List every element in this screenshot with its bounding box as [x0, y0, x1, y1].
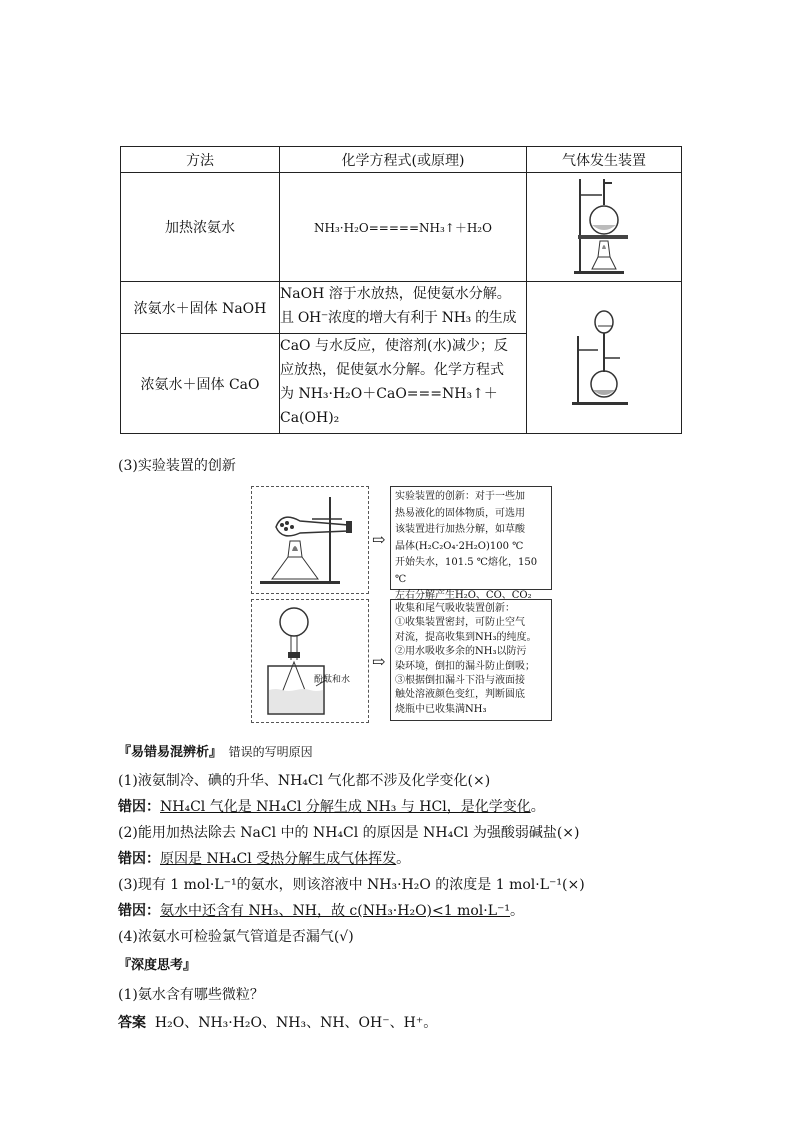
- phenolphthalein-label: 酚酞和水: [314, 675, 351, 685]
- error-q2: (2)能用加热法除去 NaCl 中的 NH₄Cl 的原因是 NH₄Cl 为强酸弱碱盐(×): [118, 825, 580, 841]
- section3-title: (3)实验装置的创新: [118, 458, 236, 474]
- note1-line: 热易液化的固体物质，可选用: [395, 507, 525, 519]
- innovation-note-box: [390, 486, 552, 601]
- ammonia-methods-table: [120, 146, 682, 434]
- error-a2-label: 错因：: [118, 851, 160, 867]
- apparatus-heating-image: [527, 173, 682, 282]
- arrow-right-icon: ⇨: [372, 530, 386, 549]
- note2-line: ③根据倒扣漏斗下沿与液面接: [395, 675, 525, 687]
- collection-note-box: [390, 599, 552, 721]
- error-q4: (4)浓氨水可检验氯气管道是否漏气(√): [118, 929, 354, 945]
- row3-description: [280, 334, 527, 434]
- row3-method: 浓氨水＋固体 CaO: [121, 334, 280, 434]
- row2-desc-line1: NaOH 溶于水放热，促使氨水分解。: [280, 286, 511, 302]
- header-method: 方法: [121, 147, 280, 173]
- note1-line: 该装置进行加热分解，如草酸: [395, 524, 525, 535]
- error-a3-end: 。: [510, 903, 525, 919]
- row2-method: 浓氨水＋固体 NaOH: [121, 282, 280, 334]
- innovation-apparatus-figure: [251, 486, 369, 594]
- deep-thinking-tag: 深度思考: [131, 958, 184, 973]
- row3-desc-line4: Ca(OH)₂: [280, 410, 340, 426]
- error-q3: (3)现有 1 mol·L⁻¹的氨水，则该溶液中 NH₃·H₂O 的浓度是 1 mol·L⁻¹(×): [118, 877, 585, 893]
- row3-desc-line1: CaO 与水反应，使溶剂(水)减少；反: [280, 338, 508, 354]
- error-a2-text: 原因是 NH₄Cl 受热分解生成气体挥发: [160, 851, 397, 867]
- note2-line: ①收集装置密封，可防止空气: [395, 617, 525, 629]
- note2-line: 对流，提高收集到NH₃的纯度。: [395, 631, 537, 643]
- gas-collection-figure: [251, 599, 369, 723]
- error-a3-text: 氨水中还含有 NH₃、NH，故 c(NH₃·H₂O)<1 mol·L⁻¹: [160, 903, 511, 919]
- note2-line: 触处溶液颜色变红，判断圆底: [395, 689, 525, 701]
- apparatus-dropping-image: [527, 282, 682, 434]
- row1-method: 加热浓氨水: [121, 173, 280, 282]
- error-analysis-note: 错误的写明原因: [228, 745, 313, 759]
- note2-line: 收集和尾气吸收装置创新：: [395, 603, 515, 614]
- deep-answer-label: 答案: [118, 1015, 146, 1031]
- error-a2-end: 。: [396, 851, 411, 867]
- arrow-right-icon: ⇨: [372, 652, 386, 671]
- row3-desc-line2: 应放热，促使氨水分解。化学方程式: [280, 362, 504, 378]
- deep-q1: (1)氨水含有哪些微粒？: [118, 987, 264, 1003]
- error-a2: [118, 848, 410, 868]
- deep-answer-text: H₂O、NH₃·H₂O、NH₃、NH、OH⁻、H⁺。: [154, 1015, 438, 1031]
- error-a1-text: NH₄Cl 气化是 NH₄Cl 分解生成 NH₃ 与 HCl，是化学变化: [160, 799, 531, 815]
- row2-description: [280, 282, 527, 334]
- row2-desc-line2: 且 OH⁻浓度的增大有利于 NH₃ 的生成: [280, 310, 517, 326]
- error-a1-label: 错因：: [118, 799, 160, 815]
- error-analysis-heading: 『易错易混辨析』 错误的写明原因: [118, 745, 313, 760]
- deep-answer: [118, 1012, 437, 1032]
- note1-line: 实验装置的创新：对于一些加: [395, 491, 525, 502]
- row1-equation: NH₃·H₂O=====NH₃↑＋H₂O: [280, 173, 527, 282]
- note1-line: 开始失水，101.5 ℃熔化，150 ℃: [395, 557, 538, 585]
- error-analysis-tag: 易错易混辨析: [131, 745, 210, 760]
- note2-line: 染环境，倒扣的漏斗防止倒吸；: [395, 660, 535, 672]
- header-apparatus: 气体发生装置: [527, 147, 682, 173]
- note1-line: 左右分解产生H₂O、CO、CO₂: [395, 590, 532, 601]
- note1-line: 晶体(H₂C₂O₄·2H₂O)100 ℃: [395, 540, 524, 552]
- error-a3-label: 错因：: [118, 903, 160, 919]
- error-a3: [118, 900, 524, 920]
- error-a1-end: 。: [530, 799, 545, 815]
- header-equation: 化学方程式(或原理): [280, 147, 527, 173]
- note2-line: 烧瓶中已收集满NH₃: [395, 703, 487, 715]
- error-q1: (1)液氨制冷、碘的升华、NH₄Cl 气化都不涉及化学变化(×): [118, 773, 491, 789]
- deep-thinking-heading: 『深度思考』: [118, 958, 197, 973]
- note2-line: ②用水吸收多余的NH₃以防污: [395, 646, 527, 658]
- row3-desc-line3: 为 NH₃·H₂O＋CaO===NH₃↑＋: [280, 386, 498, 402]
- error-a1: [118, 796, 545, 816]
